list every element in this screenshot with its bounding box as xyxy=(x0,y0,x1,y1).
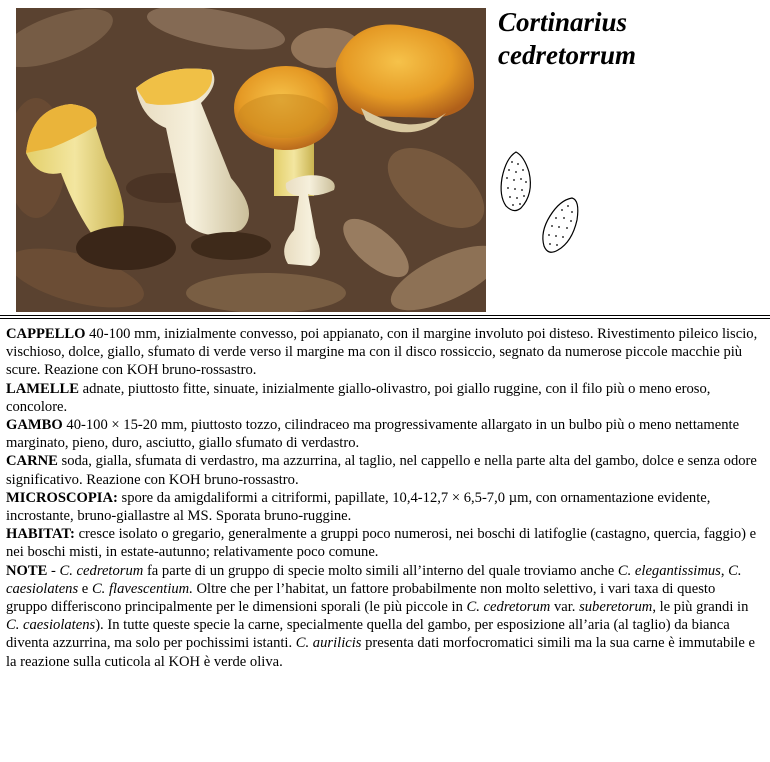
title-genus: Cortinarius xyxy=(498,7,628,37)
spore-drawing-1 xyxy=(501,152,530,211)
divider xyxy=(0,315,770,319)
label-gambo: GAMBO xyxy=(6,417,63,434)
mushroom-photo xyxy=(16,8,486,312)
label-habitat: HABITAT: xyxy=(6,526,75,543)
label-lamelle: LAMELLE xyxy=(6,380,79,397)
label-note: NOTE xyxy=(6,562,48,579)
section-lamelle: LAMELLE adnate, piuttosto fitte, sinuate, inizialmente giallo-olivastro, poi giallo ruggine, con il filo più o meno eroso, concolore. xyxy=(6,380,711,415)
section-note: NOTE - C. cedretorum fa parte di un gruppo di specie molto simili all’interno del quale troviamo anche C. elegantissimus, C. caesiolatens e C. flavescentium. Oltre che per l’habitat, un fattore probabilmente non molto selettivo, i vari taxa di questo gruppo differiscono principalmente per le dimensioni sporali (le più piccole in C. cedretorum var. suberetorum, le più grandi in C. caesiolatens). In tutte queste specie la carne, specialmente quella del gambo, per esposizione all’aria (al taglio) da bianca diventa azzurrina, ma solo per pochissimi istanti. C. aurilicis presenta dati morfocromatici simili ma la sua carne è immutabile e la reazione sulla cuticola al KOH è verde oliva. xyxy=(6,562,755,670)
section-cappello: CAPPELLO 40-100 mm, inizialmente convesso, poi appianato, con il margine involuto poi disteso. Rivestimento pileico liscio, vischioso, dolce, giallo, sfumato di verde verso il margine ma con il disco rossiccio, segnato da numerose piccole macchie più scure. Reazione con KOH bruno-rossastro. xyxy=(6,326,758,379)
label-carne: CARNE xyxy=(6,453,58,470)
section-microscopia: MICROSCOPIA: spore da amigdaliformi a citriformi, papillate, 10,4-12,7 × 6,5-7,0 µm, con ornamentazione evidente, incrostante, bruno-giallastre al MS. Sporata bruno-ruggine. xyxy=(6,489,711,525)
description xyxy=(6,325,758,671)
section-carne: CARNE soda, gialla, sfumata di verdastro, ma azzurrina, al taglio, nel cappello e nella parte alta del gambo, dolce e senza odore significativo. Reazione con KOH bruno-rossastro. xyxy=(6,453,757,488)
label-cappello: CAPPELLO xyxy=(6,326,86,342)
section-gambo: GAMBO 40-100 × 15-20 mm, piuttosto tozzo, cilindraceo ma progressivamente allargato in un bulbo più o meno nettamente marginato, pieno, duro, asciutto, giallo sfumato di verdastro. xyxy=(6,417,740,452)
spore-drawings xyxy=(496,148,586,258)
species-title xyxy=(498,6,636,72)
label-microscopia: MICROSCOPIA: xyxy=(6,489,118,506)
section-habitat: HABITAT: cresce isolato o gregario, generalmente a gruppi poco numerosi, nei boschi di latifoglie (castagno, quercia, faggio) e nei boschi misti, in estate-autunno; relativamente poco comune. xyxy=(6,526,757,561)
spore-drawing-2 xyxy=(543,198,578,252)
title-species: cedretorrum xyxy=(498,40,636,70)
